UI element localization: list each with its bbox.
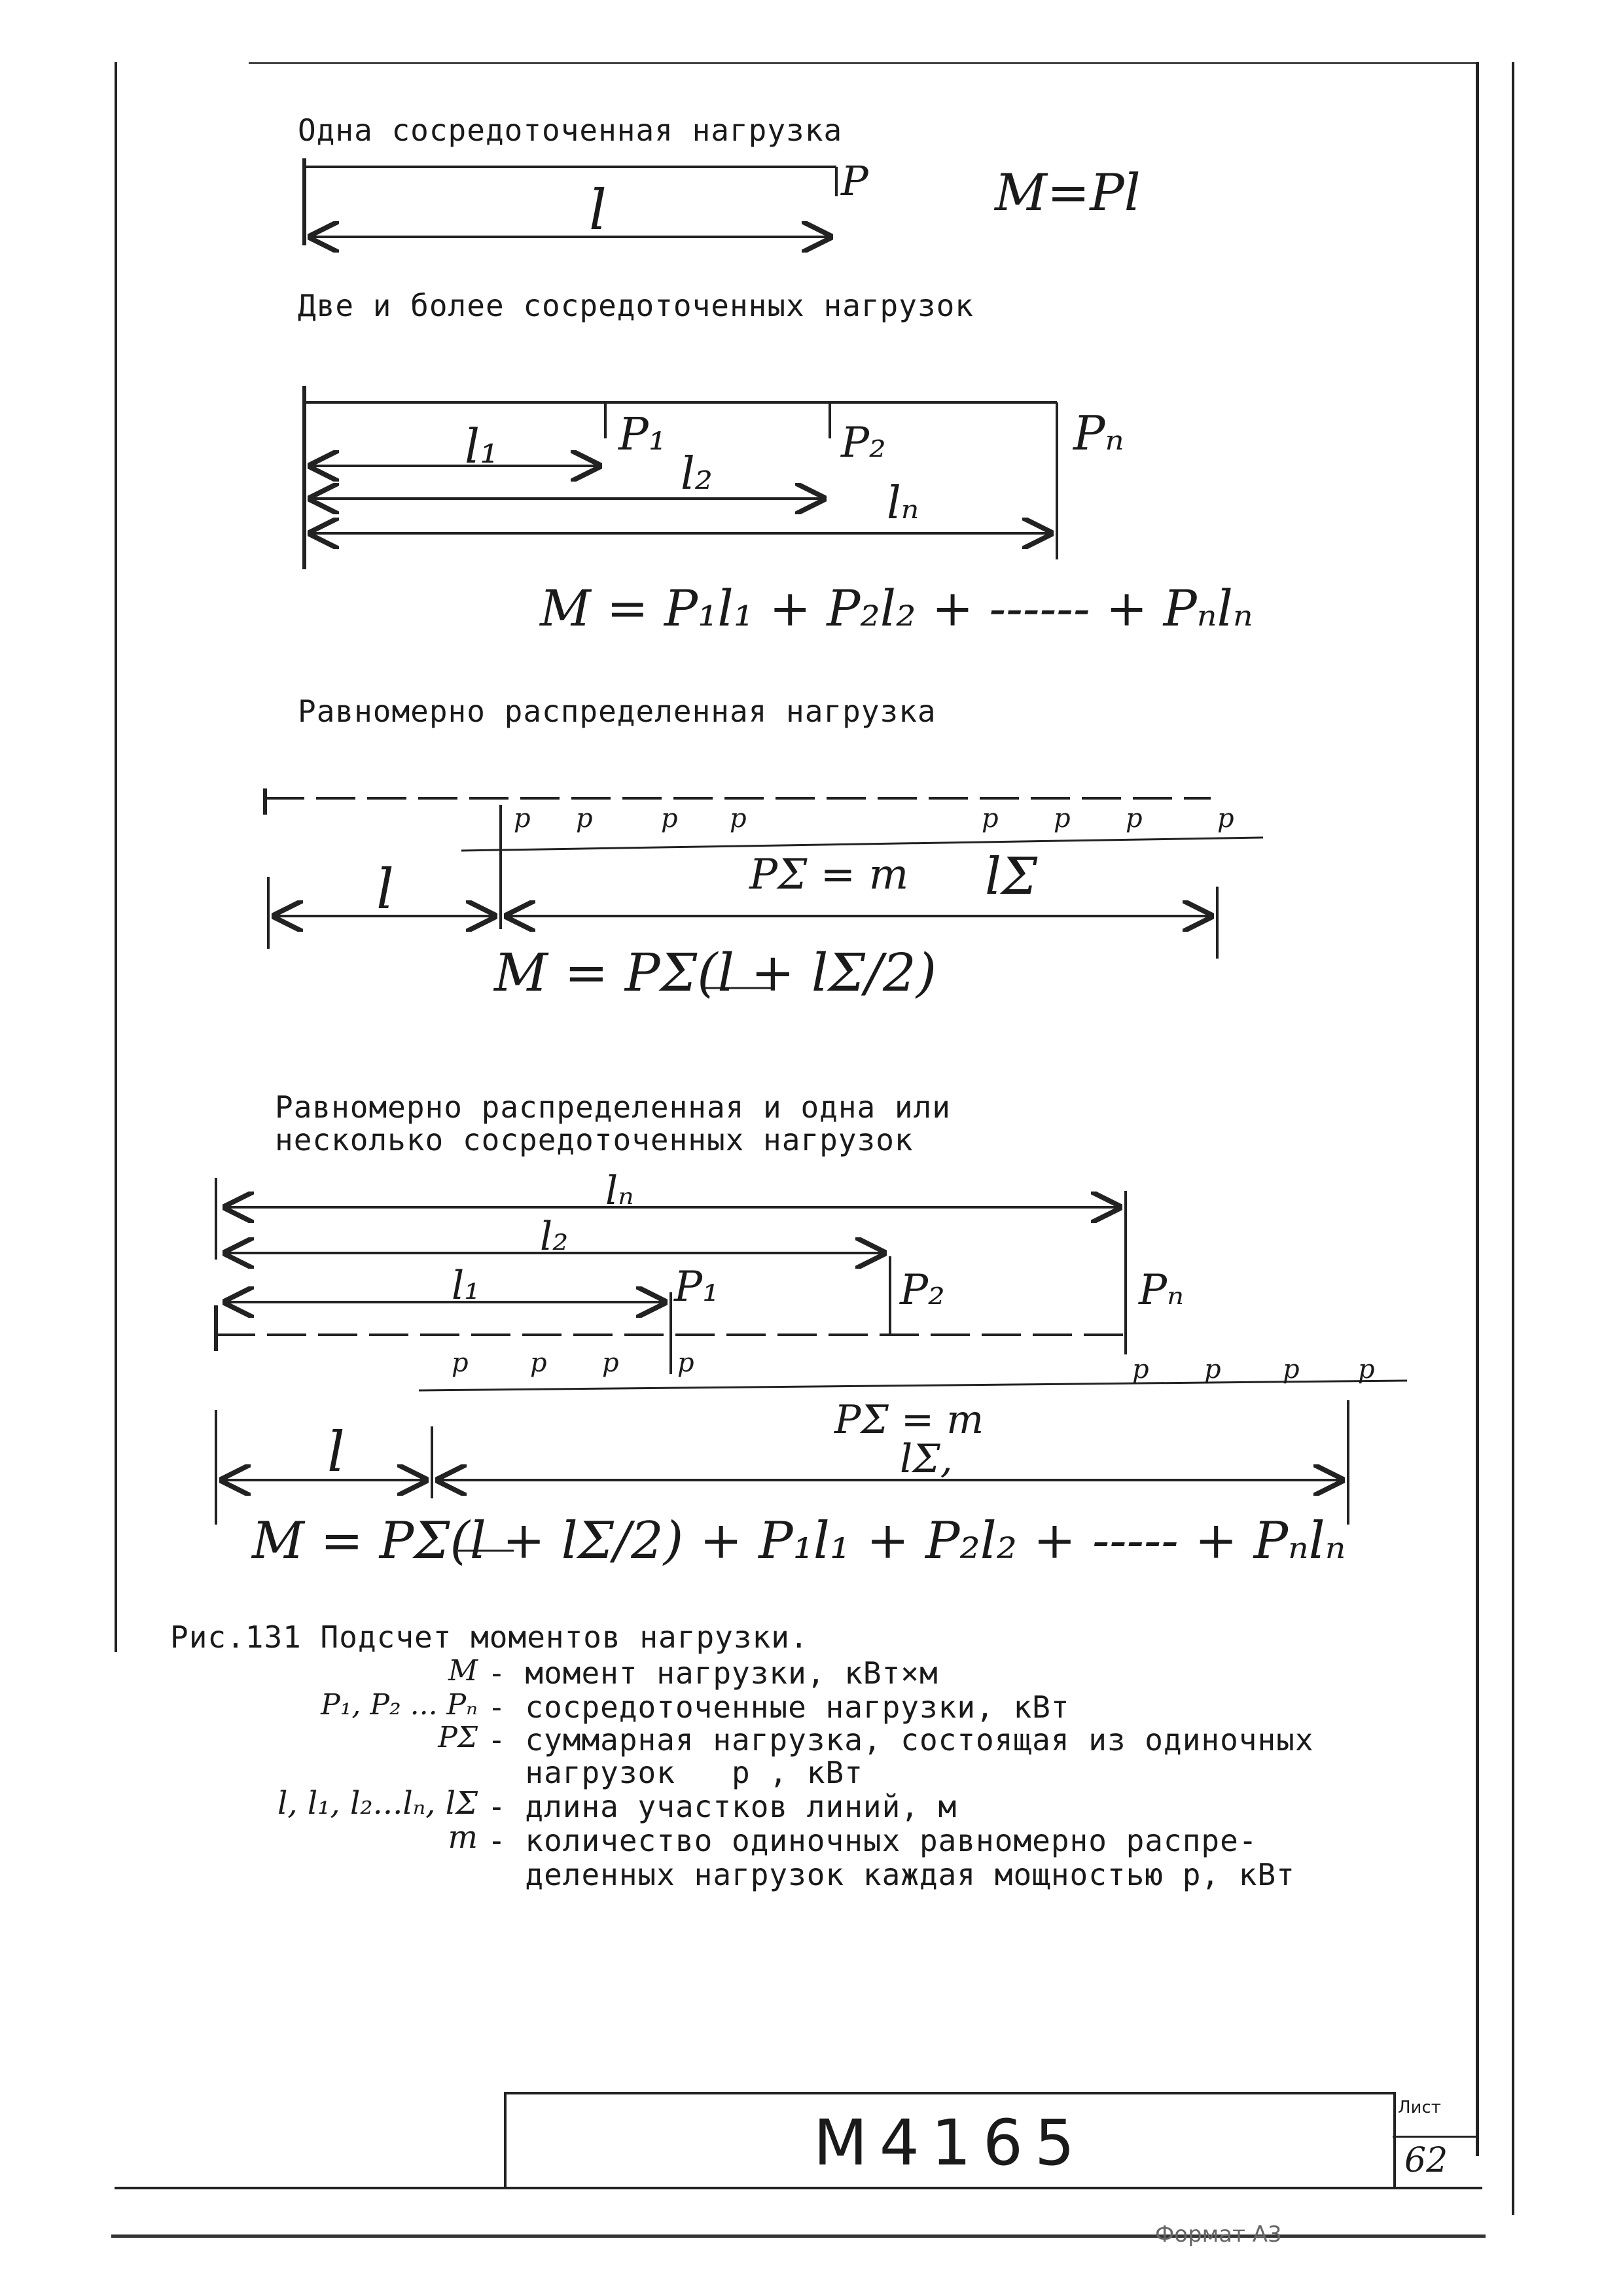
legend-symbol-0: M <box>448 1654 478 1687</box>
section2-ln: lₙ <box>887 478 919 529</box>
page-number: 62 <box>1404 2141 1448 2180</box>
sheet-label: Лист <box>1398 2098 1441 2117</box>
section4-p-8: p <box>1358 1354 1375 1385</box>
title-block <box>504 2092 1396 2189</box>
section3-p-7: p <box>1126 804 1143 834</box>
figure-caption-title: Рис.131 Подсчет моментов нагрузки. <box>170 1619 809 1655</box>
legend-desc-2: - суммарная нагрузка, состоящая из одиночных <box>488 1722 1314 1757</box>
legend-desc-1: - сосредоточенные нагрузки, кВт <box>488 1689 1070 1725</box>
section3-length-label: l <box>376 857 394 921</box>
section4-length-label: l <box>327 1420 345 1484</box>
section4-p-7: p <box>1283 1354 1300 1385</box>
section4-lsum: lΣ, <box>900 1436 953 1482</box>
section2-formula: M = P₁l₁ + P₂l₂ + ------ + Pₙlₙ <box>540 579 1253 637</box>
section3-formula: M = PΣ(l + lΣ/2) <box>494 942 937 1003</box>
section3-title: Равномерно распределенная нагрузка <box>298 694 936 729</box>
section4-p2: P₂ <box>900 1266 945 1315</box>
document-code: М4165 <box>813 2106 1087 2180</box>
legend-symbol-1: P₁, P₂ ... Pₙ <box>321 1688 478 1722</box>
section4-l1: l₁ <box>452 1263 480 1309</box>
section4-p-2: p <box>530 1348 547 1378</box>
section2-p1: P₁ <box>618 409 667 461</box>
section2-pn: Pₙ <box>1073 406 1124 461</box>
section3-lsum: lΣ <box>985 847 1038 906</box>
section1-length-label: l <box>589 178 607 242</box>
section4-title-line1: Равномерно распределенная и одна или <box>275 1089 951 1125</box>
section3-p-8: p <box>1217 804 1234 834</box>
section3-p-2: p <box>576 804 593 834</box>
legend-symbol-4: l, l₁, l₂...lₙ, lΣ <box>277 1785 478 1822</box>
section4-p-3: p <box>602 1348 619 1378</box>
legend-symbol-2: PΣ <box>438 1721 478 1754</box>
sheet-number-box <box>1393 2094 1476 2187</box>
section4-ln: lₙ <box>605 1168 634 1214</box>
section3-p-5: p <box>982 804 999 834</box>
section4-p-1: p <box>452 1348 469 1378</box>
section3-p-1: p <box>514 804 531 834</box>
legend-desc-0: - момент нагрузки, кВт×м <box>488 1655 938 1691</box>
section4-psum: PΣ = m <box>834 1397 984 1443</box>
legend-symbol-5: m <box>448 1819 478 1856</box>
sheet-box-divider <box>1393 2136 1476 2138</box>
section4-p-4: p <box>677 1348 694 1378</box>
section4-pn: Pₙ <box>1139 1266 1184 1315</box>
section1-title: Одна сосредоточенная нагрузка <box>298 113 843 148</box>
section2-l2: l₂ <box>681 448 713 500</box>
legend-desc-6: деленных нагрузок каждая мощностью p, кВт <box>488 1857 1295 1892</box>
section1-formula: M=Pl <box>995 164 1141 222</box>
legend-desc-5: - количество одиночных равномерно распре- <box>488 1823 1258 1858</box>
section2-title: Две и более сосредоточенных нагрузок <box>298 288 974 323</box>
section4-formula: M = PΣ(l + lΣ/2) + P₁l₁ + P₂l₂ + ----- + Pₙlₙ <box>252 1511 1346 1570</box>
section4-p1: P₁ <box>674 1263 719 1311</box>
section4-title-line2: несколько сосредоточенных нагрузок <box>275 1122 914 1157</box>
legend-desc-4: - длина участков линий, м <box>488 1789 957 1824</box>
section1-load-label: P <box>841 157 868 205</box>
paper-format: Формат А3 <box>1155 2221 1282 2248</box>
section3-p-3: p <box>661 804 678 834</box>
section2-p2: P₂ <box>841 419 886 467</box>
section4-p-6: p <box>1204 1354 1221 1385</box>
legend-desc-3: нагрузок p , кВт <box>488 1755 863 1790</box>
section4-l2: l₂ <box>540 1214 569 1260</box>
section3-psum: PΣ = m <box>749 851 909 899</box>
section3-p-6: p <box>1054 804 1071 834</box>
section2-l1: l₁ <box>465 419 499 474</box>
section3-p-4: p <box>730 804 747 834</box>
section4-p-5: p <box>1132 1354 1149 1385</box>
